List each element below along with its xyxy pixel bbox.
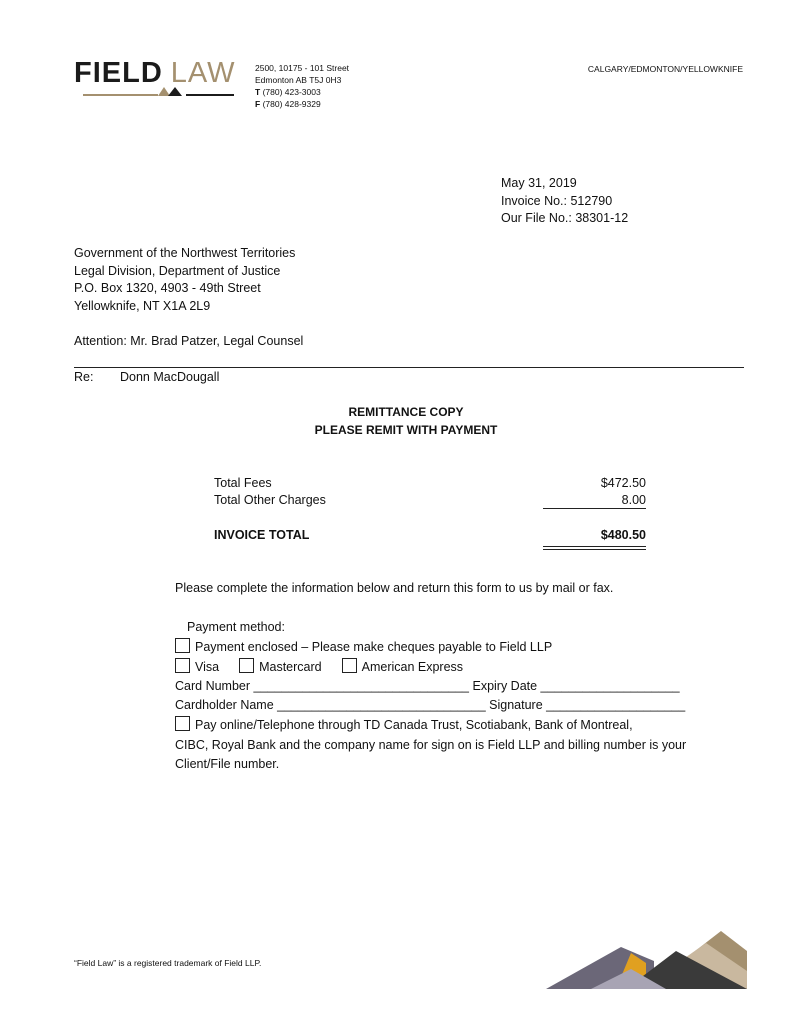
firm-address	[255, 62, 349, 110]
invoice-date: May 31, 2019	[501, 176, 577, 190]
pay-online-option	[175, 716, 633, 735]
address-line2: Edmonton AB T5J 0H3	[255, 75, 342, 85]
fax-label: F	[255, 99, 261, 109]
phone-line	[255, 86, 349, 98]
logo-dark-line	[186, 94, 234, 96]
payment-enclosed-option	[175, 638, 552, 657]
divider	[74, 367, 744, 368]
recipient-address	[74, 245, 295, 315]
address-line1: 2500, 10175 - 101 Street	[255, 63, 350, 73]
pay-online-checkbox[interactable]	[175, 716, 190, 731]
logo-word-field: FIELD	[74, 57, 163, 89]
mastercard-label: Mastercard	[259, 660, 322, 674]
subtotal-underline	[543, 508, 646, 509]
pay-online-label: Pay online/Telephone through TD Canada Trust, Scotiabank, Bank of Montreal,	[195, 718, 633, 732]
payment-instructions: Please complete the information below and return this form to us by mail or fax.	[175, 581, 614, 595]
logo-gold-line	[83, 94, 158, 96]
office-cities: CALGARY/EDMONTON/YELLOWKNIFE	[587, 64, 743, 74]
file-number: Our File No.: 38301-12	[501, 211, 629, 225]
invoice-info	[501, 175, 628, 228]
invoice-total-amount: $480.50	[600, 528, 646, 542]
amex-label: American Express	[361, 660, 464, 674]
recipient-line2: Legal Division, Department of Justice	[74, 263, 281, 278]
visa-label: Visa	[195, 660, 220, 674]
amex-checkbox[interactable]	[342, 658, 357, 673]
visa-checkbox[interactable]	[175, 658, 190, 673]
payment-enclosed-checkbox[interactable]	[175, 638, 190, 653]
fax-number: (780) 428-9329	[262, 99, 321, 109]
pay-online-line2: CIBC, Royal Bank and the company name for sign on is Field LLP and billing number is your	[175, 738, 687, 752]
remittance-title: REMITTANCE COPY	[348, 405, 464, 419]
card-type-options	[175, 658, 463, 677]
mastercard-checkbox[interactable]	[239, 658, 254, 673]
payment-method-label: Payment method:	[187, 620, 285, 634]
invoice-total-label: INVOICE TOTAL	[214, 528, 310, 542]
fax-line	[255, 98, 349, 110]
total-double-underline-bottom	[543, 549, 646, 550]
logo-triangles-icon	[158, 87, 186, 96]
logo-wordmark	[74, 56, 236, 90]
trademark-notice: “Field Law” is a registered trademark of Field LLP.	[74, 958, 262, 968]
company-logo	[74, 56, 254, 104]
card-number-field[interactable]: Card Number _______________________________ Expiry Date ____________________	[175, 679, 680, 693]
cardholder-field[interactable]: Cardholder Name ______________________________ Signature ____________________	[175, 698, 686, 712]
phone-number: (780) 423-3003	[262, 87, 321, 97]
invoice-number: Invoice No.: 512790	[501, 193, 613, 208]
total-fees-label: Total Fees	[214, 476, 272, 490]
phone-label: T	[255, 87, 261, 97]
other-charges-amount: 8.00	[621, 493, 646, 507]
payment-enclosed-label: Payment enclosed – Please make cheques payable to Field LLP	[195, 640, 553, 654]
recipient-line1: Government of the Northwest Territories	[74, 246, 296, 260]
corner-triangles-graphic	[546, 921, 747, 989]
attention-line: Attention: Mr. Brad Patzer, Legal Counsel	[74, 334, 304, 348]
total-fees-amount: $472.50	[600, 476, 646, 490]
logo-word-law: LAW	[170, 57, 236, 89]
recipient-line3: P.O. Box 1320, 4903 - 49th Street	[74, 281, 261, 295]
remit-subtitle: PLEASE REMIT WITH PAYMENT	[314, 423, 498, 437]
total-double-underline-top	[543, 546, 646, 547]
pay-online-line3: Client/File number.	[175, 757, 280, 771]
re-label: Re:	[74, 370, 94, 384]
other-charges-label: Total Other Charges	[214, 493, 326, 507]
recipient-line4: Yellowknife, NT X1A 2L9	[74, 298, 211, 313]
re-subject: Donn MacDougall	[120, 370, 220, 384]
